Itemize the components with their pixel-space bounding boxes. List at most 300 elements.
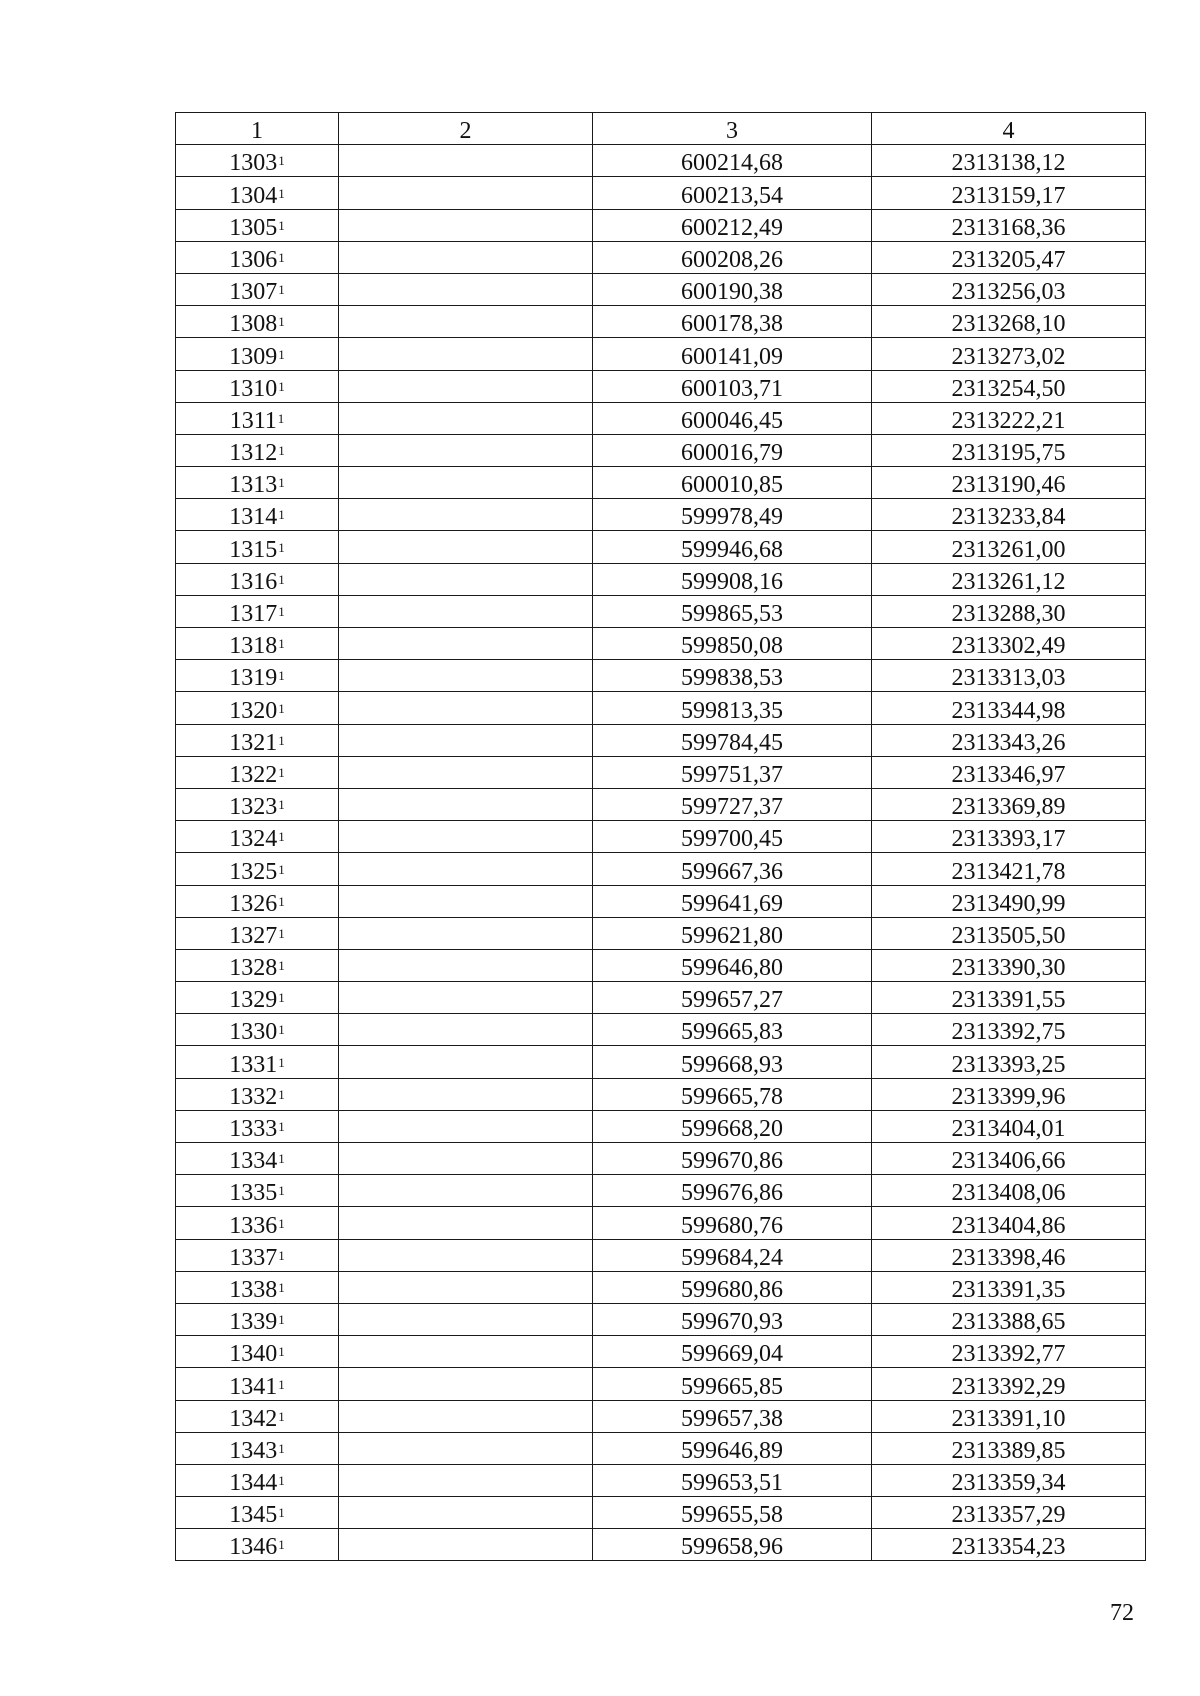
point-number-superscript: 1: [278, 571, 285, 587]
table-row: [176, 1368, 1146, 1400]
column-2-cell: [339, 1464, 593, 1496]
point-number-cell: [176, 1143, 339, 1175]
coordinate-y-cell: 2313390,30: [872, 949, 1146, 981]
coordinates-table: [175, 112, 1146, 1561]
coordinate-x-cell: 600016,79: [593, 434, 872, 466]
coordinate-x-cell: 600213,54: [593, 177, 872, 209]
column-2-cell: [339, 1175, 593, 1207]
point-number: 1304: [229, 182, 278, 209]
point-number-cell: [176, 434, 339, 466]
coordinate-x-cell: 599670,86: [593, 1143, 872, 1175]
point-number: 1330: [229, 1019, 278, 1046]
point-number: 1346: [229, 1534, 278, 1561]
coordinate-y-cell: 2313343,26: [872, 724, 1146, 756]
coordinate-y-cell: 2313344,98: [872, 692, 1146, 724]
point-number-superscript: 1: [277, 410, 285, 426]
point-number: 1334: [229, 1148, 278, 1175]
point-number: 1323: [229, 794, 278, 821]
column-2-cell: [339, 338, 593, 370]
coordinate-y-cell: 2313404,01: [872, 1110, 1146, 1142]
coordinate-x-cell: 600190,38: [593, 273, 872, 305]
point-number-cell: [176, 1271, 339, 1303]
coordinate-x-cell: 599680,76: [593, 1207, 872, 1239]
point-number-superscript: 1: [278, 764, 285, 780]
page-number: 72: [1110, 1600, 1134, 1626]
point-number-superscript: 1: [278, 1537, 285, 1553]
point-number-superscript: 1: [278, 346, 285, 362]
coordinate-x-cell: 599657,27: [593, 982, 872, 1014]
point-number-cell: [176, 338, 339, 370]
coordinate-x-cell: 599751,37: [593, 756, 872, 788]
point-number-superscript: 1: [278, 861, 285, 877]
point-number-superscript: 1: [278, 1505, 285, 1521]
table-row: [176, 499, 1146, 531]
point-number-superscript: 1: [278, 829, 285, 845]
coordinate-y-cell: 2313505,50: [872, 917, 1146, 949]
point-number-superscript: 1: [278, 1119, 285, 1134]
point-number: 1344: [229, 1470, 278, 1497]
coordinate-x-cell: 599784,45: [593, 724, 872, 756]
point-number-superscript: 1: [278, 1022, 285, 1038]
coordinate-y-cell: 2313256,03: [872, 273, 1146, 305]
column-2-cell: [339, 595, 593, 627]
column-2-cell: [339, 1046, 593, 1078]
point-number-cell: [176, 531, 339, 563]
table-row: [176, 1175, 1146, 1207]
column-2-cell: [339, 628, 593, 660]
point-number: 1314: [229, 504, 278, 531]
table-row: [176, 370, 1146, 402]
coordinate-y-cell: 2313273,02: [872, 338, 1146, 370]
table-row: [176, 1207, 1146, 1239]
column-2-cell: [339, 209, 593, 241]
point-number-cell: [176, 563, 339, 595]
point-number: 1321: [229, 729, 278, 756]
coordinate-x-cell: 600103,71: [593, 370, 872, 402]
point-number: 1315: [229, 536, 278, 563]
column-2-cell: [339, 1110, 593, 1142]
table-row: [176, 1078, 1146, 1110]
point-number-cell: [176, 177, 339, 209]
coordinate-y-cell: 2313261,12: [872, 563, 1146, 595]
column-2-cell: [339, 499, 593, 531]
point-number: 1327: [229, 922, 278, 949]
column-header-2: 2: [339, 113, 593, 145]
coordinate-x-cell: 599670,93: [593, 1303, 872, 1335]
coordinate-y-cell: 2313168,36: [872, 209, 1146, 241]
coordinate-x-cell: 599700,45: [593, 821, 872, 853]
column-2-cell: [339, 1239, 593, 1271]
table-row: [176, 1110, 1146, 1142]
point-number-superscript: 1: [278, 893, 285, 909]
point-number-superscript: 1: [278, 990, 285, 1006]
point-number: 1319: [229, 665, 278, 692]
point-number-superscript: 1: [278, 1247, 285, 1263]
table-row: [176, 1303, 1146, 1335]
column-2-cell: [339, 306, 593, 338]
table-row: [176, 595, 1146, 627]
point-number: 1305: [229, 214, 278, 241]
column-2-cell: [339, 917, 593, 949]
point-number: 1339: [229, 1309, 278, 1336]
column-2-cell: [339, 692, 593, 724]
point-number-cell: [176, 1464, 339, 1496]
coordinate-x-cell: 599665,83: [593, 1014, 872, 1046]
point-number: 1338: [229, 1276, 278, 1303]
table-row: [176, 1529, 1146, 1561]
point-number-cell: [176, 1529, 339, 1561]
coordinate-y-cell: 2313408,06: [872, 1175, 1146, 1207]
coordinate-x-cell: 599665,85: [593, 1368, 872, 1400]
point-number-cell: [176, 273, 339, 305]
coordinate-y-cell: 2313369,89: [872, 788, 1146, 820]
coordinate-y-cell: 2313392,75: [872, 1014, 1146, 1046]
column-2-cell: [339, 273, 593, 305]
point-number-cell: [176, 982, 339, 1014]
column-2-cell: [339, 660, 593, 692]
column-2-cell: [339, 1497, 593, 1529]
point-number: 1342: [229, 1405, 278, 1432]
column-2-cell: [339, 370, 593, 402]
coordinate-x-cell: 599908,16: [593, 563, 872, 595]
table-row: [176, 402, 1146, 434]
table-row: [176, 1239, 1146, 1271]
table-row: [176, 177, 1146, 209]
point-number: 1332: [229, 1083, 278, 1110]
point-number: 1313: [229, 472, 278, 499]
table-row: [176, 628, 1146, 660]
point-number: 1317: [229, 601, 278, 627]
table-row: [176, 145, 1146, 177]
coordinate-y-cell: 2313490,99: [872, 885, 1146, 917]
coordinate-x-cell: 599813,35: [593, 692, 872, 724]
point-number: 1310: [229, 375, 278, 402]
table-row: [176, 563, 1146, 595]
point-number-superscript: 1: [278, 668, 285, 684]
coordinate-y-cell: 2313404,86: [872, 1207, 1146, 1239]
point-number-cell: [176, 467, 339, 499]
column-2-cell: [339, 531, 593, 563]
table-row: [176, 1497, 1146, 1529]
point-number-cell: [176, 402, 339, 434]
table-row: [176, 1432, 1146, 1464]
coordinate-y-cell: 2313421,78: [872, 853, 1146, 885]
point-number: 1331: [229, 1051, 278, 1078]
table-row: [176, 209, 1146, 241]
point-number-superscript: 1: [278, 249, 285, 265]
point-number-cell: [176, 209, 339, 241]
point-number-superscript: 1: [278, 314, 285, 330]
coordinate-y-cell: 2313261,00: [872, 531, 1146, 563]
point-number-cell: [176, 1078, 339, 1110]
point-number-superscript: 1: [278, 636, 285, 652]
table-header: [176, 113, 1146, 145]
coordinate-x-cell: 600141,09: [593, 338, 872, 370]
point-number-cell: [176, 145, 339, 177]
point-number-cell: [176, 756, 339, 788]
coordinate-y-cell: 2313268,10: [872, 306, 1146, 338]
table-row: [176, 821, 1146, 853]
column-2-cell: [339, 853, 593, 885]
column-2-cell: [339, 145, 593, 177]
coordinate-x-cell: 599680,86: [593, 1271, 872, 1303]
coordinate-y-cell: 2313399,96: [872, 1078, 1146, 1110]
point-number-cell: [176, 692, 339, 724]
table-row: [176, 1336, 1146, 1368]
table-row: [176, 531, 1146, 563]
column-2-cell: [339, 821, 593, 853]
coordinate-x-cell: 599665,78: [593, 1078, 872, 1110]
coordinate-y-cell: 2313302,49: [872, 628, 1146, 660]
point-number: 1311: [229, 407, 277, 434]
table-row: [176, 724, 1146, 756]
coordinate-x-cell: 599676,86: [593, 1175, 872, 1207]
column-2-cell: [339, 1207, 593, 1239]
table-row: [176, 1046, 1146, 1078]
coordinate-y-cell: 2313346,97: [872, 756, 1146, 788]
point-number: 1328: [229, 955, 278, 982]
point-number-cell: [176, 370, 339, 402]
table-row: [176, 949, 1146, 981]
coordinate-y-cell: 2313391,10: [872, 1400, 1146, 1432]
coordinate-x-cell: 600208,26: [593, 241, 872, 273]
coordinate-x-cell: 599946,68: [593, 531, 872, 563]
coordinate-x-cell: 599850,08: [593, 628, 872, 660]
point-number-superscript: 1: [278, 732, 285, 748]
point-number-cell: [176, 1175, 339, 1207]
point-number-cell: [176, 1368, 339, 1400]
coordinate-y-cell: 2313406,66: [872, 1143, 1146, 1175]
coordinate-y-cell: 2313393,25: [872, 1046, 1146, 1078]
coordinate-y-cell: 2313313,03: [872, 660, 1146, 692]
column-2-cell: [339, 1432, 593, 1464]
column-2-cell: [339, 1303, 593, 1335]
point-number-cell: [176, 1400, 339, 1432]
point-number-cell: [176, 1336, 339, 1368]
point-number-superscript: 1: [278, 1376, 285, 1392]
table-row: [176, 917, 1146, 949]
coordinate-y-cell: 2313288,30: [872, 595, 1146, 627]
point-number-superscript: 1: [278, 1344, 285, 1360]
coordinate-x-cell: 599838,53: [593, 660, 872, 692]
point-number-cell: [176, 724, 339, 756]
point-number-superscript: 1: [278, 1215, 285, 1231]
point-number-superscript: 1: [278, 443, 285, 459]
column-2-cell: [339, 467, 593, 499]
coordinate-x-cell: 599684,24: [593, 1239, 872, 1271]
point-number-superscript: 1: [278, 539, 285, 555]
coordinate-x-cell: 599653,51: [593, 1464, 872, 1496]
column-header-3: 3: [593, 113, 872, 145]
point-number: 1343: [229, 1437, 278, 1464]
coordinate-y-cell: 2313389,85: [872, 1432, 1146, 1464]
coordinate-x-cell: 599668,93: [593, 1046, 872, 1078]
coordinate-y-cell: 2313233,84: [872, 499, 1146, 531]
point-number-superscript: 1: [278, 1086, 285, 1102]
point-number-superscript: 1: [278, 378, 285, 394]
table-row: [176, 467, 1146, 499]
header-row: [176, 113, 1146, 145]
coordinate-y-cell: 2313393,17: [872, 821, 1146, 853]
coordinate-y-cell: 2313138,12: [872, 145, 1146, 177]
coordinate-x-cell: 599865,53: [593, 595, 872, 627]
point-number-cell: [176, 1046, 339, 1078]
coordinate-y-cell: 2313354,23: [872, 1529, 1146, 1561]
point-number-superscript: 1: [278, 1151, 285, 1167]
point-number-superscript: 1: [278, 507, 285, 523]
point-number: 1341: [229, 1373, 278, 1400]
point-number: 1326: [229, 890, 278, 917]
point-number-cell: [176, 821, 339, 853]
column-2-cell: [339, 563, 593, 595]
point-number: 1325: [229, 858, 278, 885]
coordinate-x-cell: 599669,04: [593, 1336, 872, 1368]
table-body: [176, 145, 1146, 1561]
coordinate-y-cell: 2313398,46: [872, 1239, 1146, 1271]
point-number: 1303: [229, 150, 278, 177]
point-number-cell: [176, 949, 339, 981]
column-2-cell: [339, 1336, 593, 1368]
point-number-cell: [176, 241, 339, 273]
table-row: [176, 1014, 1146, 1046]
table-row: [176, 434, 1146, 466]
point-number-superscript: 1: [278, 217, 285, 233]
coordinate-y-cell: 2313388,65: [872, 1303, 1146, 1335]
coordinate-x-cell: 599727,37: [593, 788, 872, 820]
column-2-cell: [339, 788, 593, 820]
table-row: [176, 660, 1146, 692]
coordinate-y-cell: 2313190,46: [872, 467, 1146, 499]
coordinate-y-cell: 2313195,75: [872, 434, 1146, 466]
coordinate-y-cell: 2313391,55: [872, 982, 1146, 1014]
table-row: [176, 692, 1146, 724]
table-row: [176, 885, 1146, 917]
point-number: 1309: [229, 343, 278, 370]
point-number-cell: [176, 853, 339, 885]
point-number-superscript: 1: [278, 1408, 285, 1424]
point-number-superscript: 1: [278, 1440, 285, 1456]
point-number-superscript: 1: [278, 925, 285, 941]
coordinate-y-cell: 2313392,29: [872, 1368, 1146, 1400]
column-header-1: 1: [176, 113, 339, 145]
point-number: 1336: [229, 1212, 278, 1239]
coordinate-x-cell: 600178,38: [593, 306, 872, 338]
coordinate-y-cell: 2313222,21: [872, 402, 1146, 434]
table-row: [176, 756, 1146, 788]
point-number: 1312: [229, 440, 278, 467]
table-row: [176, 853, 1146, 885]
coordinate-x-cell: 599657,38: [593, 1400, 872, 1432]
column-2-cell: [339, 1014, 593, 1046]
table-row: [176, 241, 1146, 273]
column-2-cell: [339, 982, 593, 1014]
column-2-cell: [339, 434, 593, 466]
table-row: [176, 1464, 1146, 1496]
point-number-cell: [176, 1110, 339, 1142]
table-row: [176, 338, 1146, 370]
point-number: 1324: [229, 826, 278, 853]
table-row: [176, 306, 1146, 338]
table-row: [176, 1143, 1146, 1175]
coordinate-x-cell: 600046,45: [593, 402, 872, 434]
point-number: 1306: [229, 246, 278, 273]
point-number-cell: [176, 595, 339, 627]
table-row: [176, 1400, 1146, 1432]
point-number-superscript: 1: [278, 282, 285, 298]
point-number-superscript: 1: [278, 958, 285, 974]
table-row: [176, 1271, 1146, 1303]
coordinate-y-cell: 2313205,47: [872, 241, 1146, 273]
coordinate-x-cell: 599668,20: [593, 1110, 872, 1142]
point-number-cell: [176, 628, 339, 660]
point-number: 1316: [229, 568, 278, 595]
column-header-4: 4: [872, 113, 1146, 145]
table-row: [176, 788, 1146, 820]
point-number-cell: [176, 917, 339, 949]
point-number: 1329: [229, 987, 278, 1014]
coordinate-x-cell: 600214,68: [593, 145, 872, 177]
point-number-superscript: 1: [278, 153, 285, 169]
column-2-cell: [339, 724, 593, 756]
column-2-cell: [339, 756, 593, 788]
table-row: [176, 273, 1146, 305]
point-number-superscript: 1: [278, 604, 285, 619]
point-number-superscript: 1: [278, 1054, 285, 1070]
column-2-cell: [339, 1529, 593, 1561]
column-2-cell: [339, 402, 593, 434]
coordinate-y-cell: 2313359,34: [872, 1464, 1146, 1496]
point-number-superscript: 1: [278, 700, 285, 716]
column-2-cell: [339, 1078, 593, 1110]
column-2-cell: [339, 1368, 593, 1400]
coordinate-x-cell: 599655,58: [593, 1497, 872, 1529]
coordinate-x-cell: 599646,89: [593, 1432, 872, 1464]
column-2-cell: [339, 241, 593, 273]
point-number-superscript: 1: [278, 185, 285, 201]
coordinate-x-cell: 600010,85: [593, 467, 872, 499]
point-number: 1345: [229, 1502, 278, 1529]
column-2-cell: [339, 1143, 593, 1175]
point-number-cell: [176, 1207, 339, 1239]
point-number-cell: [176, 885, 339, 917]
coordinate-x-cell: 600212,49: [593, 209, 872, 241]
coordinate-x-cell: 599667,36: [593, 853, 872, 885]
column-2-cell: [339, 1400, 593, 1432]
coordinate-x-cell: 599978,49: [593, 499, 872, 531]
coordinate-x-cell: 599658,96: [593, 1529, 872, 1561]
point-number-superscript: 1: [278, 1312, 285, 1328]
point-number-superscript: 1: [278, 1473, 285, 1489]
coordinate-x-cell: 599641,69: [593, 885, 872, 917]
point-number-cell: [176, 1432, 339, 1464]
coordinate-y-cell: 2313254,50: [872, 370, 1146, 402]
point-number-cell: [176, 788, 339, 820]
coordinate-x-cell: 599621,80: [593, 917, 872, 949]
coordinate-x-cell: 599646,80: [593, 949, 872, 981]
point-number-superscript: 1: [278, 797, 285, 813]
point-number: 1308: [229, 311, 278, 338]
point-number-superscript: 1: [278, 1279, 285, 1295]
point-number: 1333: [229, 1116, 278, 1142]
column-2-cell: [339, 885, 593, 917]
point-number-cell: [176, 306, 339, 338]
point-number: 1320: [229, 697, 278, 724]
point-number: 1337: [229, 1244, 278, 1271]
point-number-cell: [176, 1497, 339, 1529]
coordinate-y-cell: 2313159,17: [872, 177, 1146, 209]
point-number: 1307: [229, 279, 278, 306]
point-number-cell: [176, 1239, 339, 1271]
